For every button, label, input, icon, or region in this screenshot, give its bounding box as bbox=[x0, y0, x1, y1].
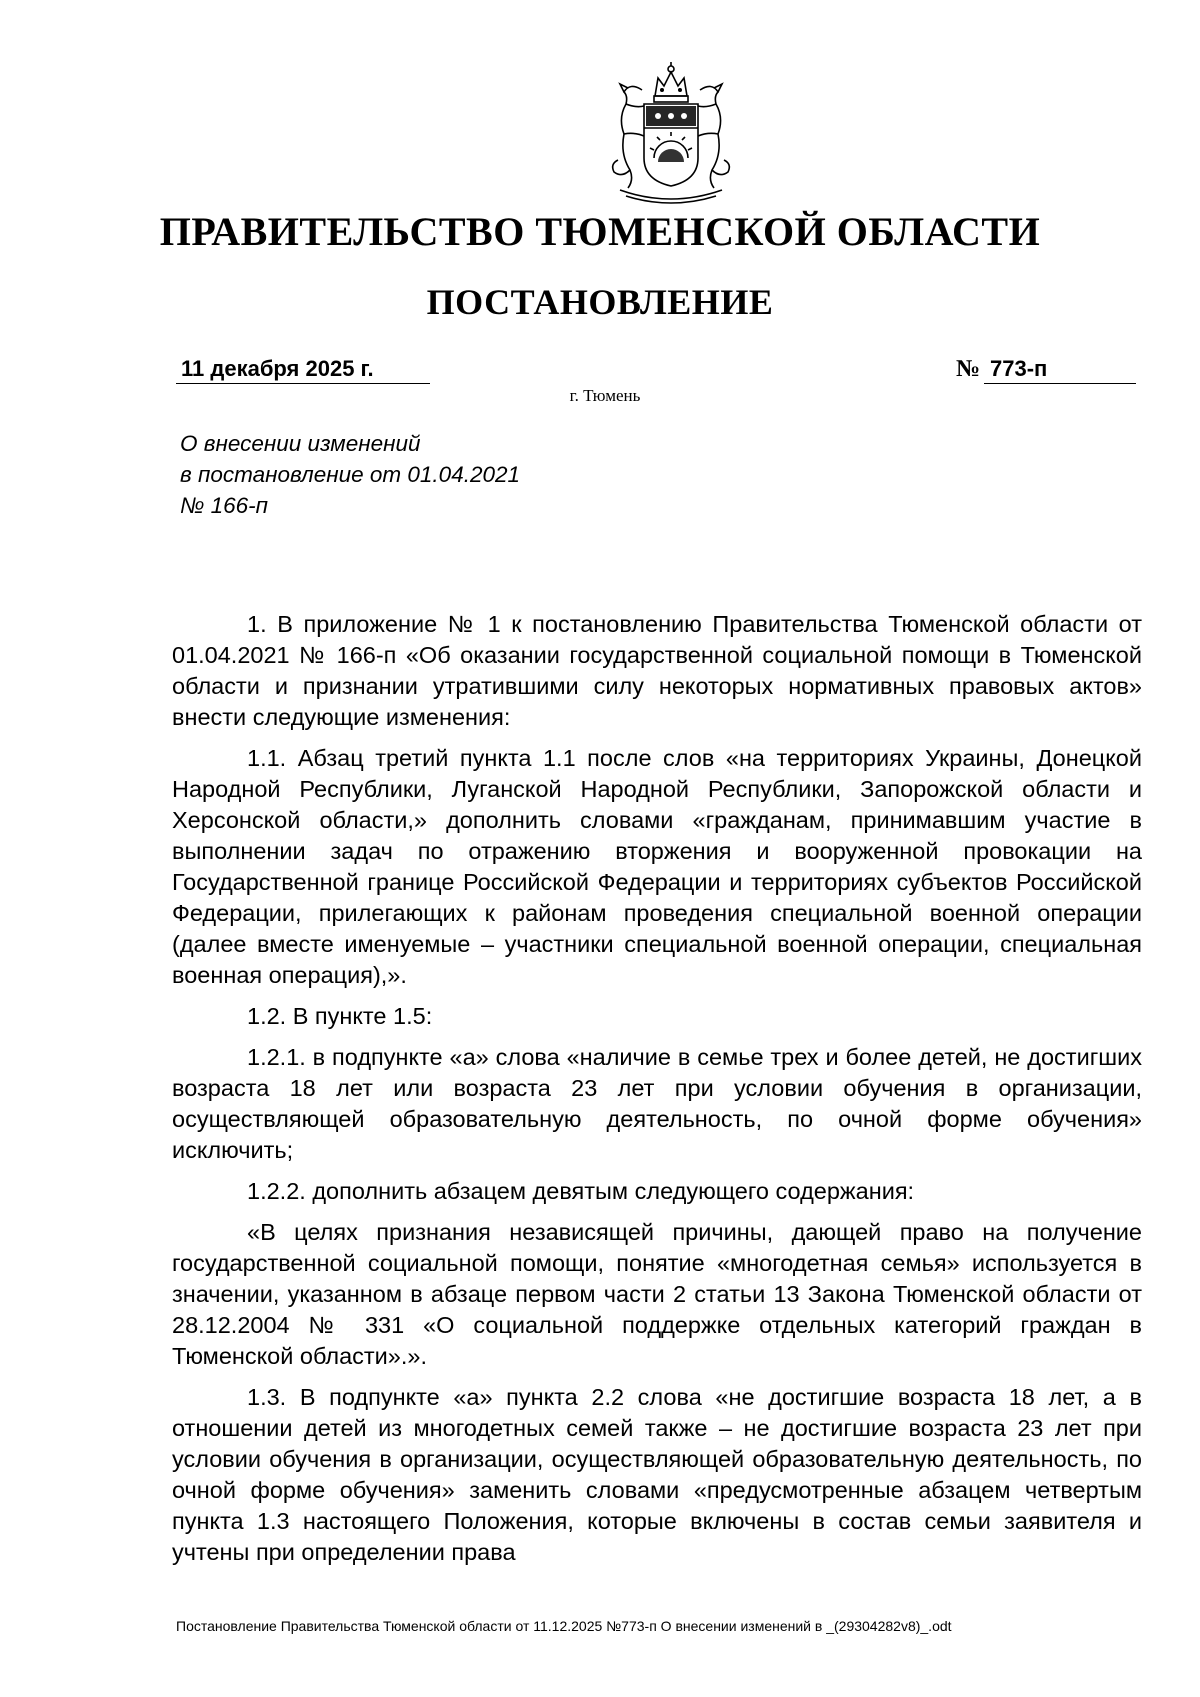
document-body bbox=[172, 609, 1142, 1578]
city-name: г. Тюмень bbox=[569, 386, 641, 405]
organization-title: ПРАВИТЕЛЬСТВО ТЮМЕНСКОЙ ОБЛАСТИ bbox=[159, 209, 1041, 254]
subject-line: № 166-п bbox=[180, 493, 269, 518]
body-paragraph: 1.2. В пункте 1.5: bbox=[247, 1003, 433, 1029]
body-paragraph: 1.3. В подпункте «а» пункта 2.2 слова «не достигшие возраста 18 лет, а в отношении детей из многодетных семей также – не достигшие возраста 23 лет при условии обучения в организации, осуществляющей образовательную деятельность, по очной форме обучения» заменить словами «предусмотренные абзацем четвертым пункта 1.3 настоящего Положения, которые включены в состав семьи заявителя и учтены при определении права bbox=[172, 1384, 1142, 1565]
coat-of-arms-icon bbox=[602, 62, 740, 207]
body-paragraph: 1.2.1. в подпункте «а» слова «наличие в семье трех и более детей, не достигших возраста 18 лет или возраста 23 лет при условии обучения в организации, осуществляющей образовательную деятельность, по очной форме обучения» исключить; bbox=[172, 1044, 1142, 1163]
document-subject bbox=[180, 428, 520, 521]
document-date: 11 декабря 2025 г. bbox=[176, 354, 430, 384]
body-paragraph: «В целях признания независящей причины, дающей право на получение государственной социальной помощи, понятие «многодетная семья» используется в значении, указанном в абзаце первом части 2 статьи 13 Закона Тюменской области от 28.12.2004 № 331 «О социальной поддержке отдельных категорий граждан в Тюменской области».». bbox=[172, 1219, 1142, 1369]
body-paragraph: 1.1. Абзац третий пункта 1.1 после слов «на территориях Украины, Донецкой Народной Республики, Луганской Народной Республики, Запорожской области и Херсонской области,» дополнить словами «гражданам, принимавшим участие в выполнении задач по отражению вторжения и вооруженной провокации на Государственной границе Российской Федерации и территориях субъектов Российской Федерации, прилегающих к районам проведения специальной военной операции (далее вместе именуемые – участники специальной военной операции, специальная военная операция),». bbox=[172, 745, 1142, 988]
subject-line: в постановление от 01.04.2021 bbox=[180, 462, 521, 487]
body-paragraph: 1. В приложение № 1 к постановлению Правительства Тюменской области от 01.04.2021 № 166-п «Об оказании государственной социальной помощи в Тюменской области и признании утратившими силу некоторых нормативных правовых актов» внести следующие изменения: bbox=[172, 611, 1142, 730]
document-number: 773-п bbox=[984, 354, 1136, 384]
body-paragraph: 1.2.2. дополнить абзацем девятым следующего содержания: bbox=[247, 1178, 915, 1204]
subject-line: О внесении изменений bbox=[180, 431, 421, 456]
number-sign: № bbox=[956, 356, 981, 382]
page-footer: Постановление Правительства Тюменской области от 11.12.2025 №773-п О внесении изменений в _(29304282v8)_.odt bbox=[176, 1618, 952, 1634]
document-type-heading: ПОСТАНОВЛЕНИЕ bbox=[426, 282, 774, 322]
